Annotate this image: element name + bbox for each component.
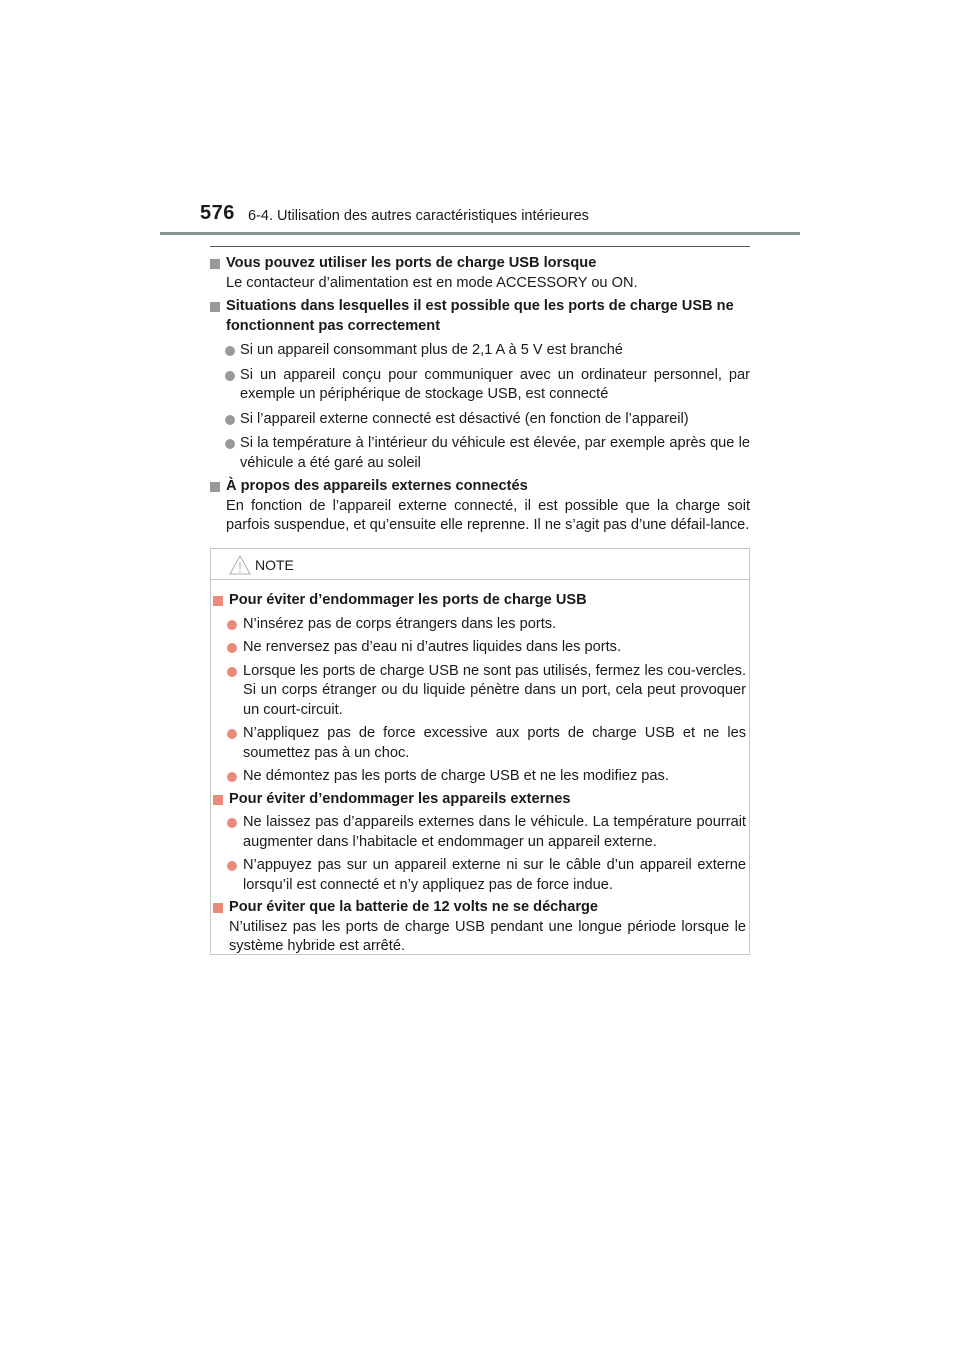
round-bullet-icon <box>227 861 237 871</box>
square-bullet-icon <box>213 903 223 913</box>
round-bullet-icon <box>225 371 235 381</box>
round-bullet-icon <box>227 772 237 782</box>
square-bullet-icon <box>213 795 223 805</box>
list-item: Si un appareil consommant plus de 2,1 A à 5 V est branché <box>210 341 750 361</box>
list-item: Si l’appareil externe connecté est désactivé (en fonction de l’appareil) <box>210 410 750 430</box>
round-bullet-icon <box>225 439 235 449</box>
round-bullet-icon <box>225 346 235 356</box>
list-item: Ne démontez pas les ports de charge USB et ne les modifiez pas. <box>211 767 746 787</box>
list-item: Lorsque les ports de charge USB ne sont pas utilisés, fermez les cou-vercles. Si un corps étranger ou du liquide pénètre dans un port, cela peut provoquer un court-circuit. <box>211 662 746 721</box>
page-number: 576 <box>200 202 235 224</box>
square-bullet-icon <box>213 596 223 606</box>
section-usb-malfunction <box>210 297 750 473</box>
list-item: Ne laissez pas d’appareils externes dans le véhicule. La température pourrait augmenter dans l’habitacle et endommager un appareil externe. <box>211 813 746 852</box>
main-content <box>210 254 750 540</box>
round-bullet-icon <box>227 643 237 653</box>
note-section-device-damage <box>211 790 746 896</box>
round-bullet-icon <box>227 620 237 630</box>
round-bullet-icon <box>225 415 235 425</box>
section-usb-usage <box>210 254 750 293</box>
section-heading: À propos des appareils externes connectés <box>210 477 750 497</box>
note-body <box>211 591 746 960</box>
list-item: Ne renversez pas d’eau ni d’autres liquides dans les ports. <box>211 638 746 658</box>
round-bullet-icon <box>227 667 237 677</box>
note-heading: Pour éviter d’endommager les appareils externes <box>211 790 746 810</box>
content-divider <box>210 246 750 247</box>
list-item: Si la température à l’intérieur du véhicule est élevée, par exemple après que le véhicule a été garé au soleil <box>210 434 750 473</box>
round-bullet-icon <box>227 818 237 828</box>
section-text: En fonction de l’appareil externe connecté, il est possible que la charge soit parfois suspendue, et qu’ensuite elle reprenne. Il ne s’agit pas d’une défail-lance. <box>226 497 750 533</box>
warning-triangle-icon <box>229 554 251 576</box>
note-section-battery <box>211 898 746 957</box>
square-bullet-icon <box>210 259 220 269</box>
note-heading: Pour éviter d’endommager les ports de charge USB <box>211 591 746 611</box>
note-label: NOTE <box>255 557 294 573</box>
section-text: Le contacteur d’alimentation est en mode ACCESSORY ou ON. <box>226 274 638 291</box>
list-item: N’appliquez pas de force excessive aux ports de charge USB et ne les soumettez pas à un choc. <box>211 724 746 763</box>
section-external-devices <box>210 477 750 536</box>
note-section-usb-damage <box>211 591 746 787</box>
header-divider <box>160 232 800 235</box>
note-header <box>211 549 749 580</box>
section-heading: Vous pouvez utiliser les ports de charge USB lorsque <box>210 254 750 274</box>
list-item: Si un appareil conçu pour communiquer avec un ordinateur personnel, par exemple un périphérique de stockage USB, est connecté <box>210 366 750 405</box>
square-bullet-icon <box>210 482 220 492</box>
section-title: 6-4. Utilisation des autres caractéristiques intérieures <box>248 208 589 224</box>
square-bullet-icon <box>210 302 220 312</box>
list-item: N’insérez pas de corps étrangers dans les ports. <box>211 615 746 635</box>
section-heading: Situations dans lesquelles il est possible que les ports de charge USB ne fonctionnent pas correctement <box>210 297 750 336</box>
note-box <box>210 548 750 955</box>
list-item: N’appuyez pas sur un appareil externe ni sur le câble d’un appareil externe lorsqu’il est connecté et n’y appliquez pas de force indue. <box>211 856 746 895</box>
round-bullet-icon <box>227 729 237 739</box>
note-text: N’utilisez pas les ports de charge USB pendant une longue période lorsque le système hybride est arrêté. <box>229 918 746 954</box>
note-heading: Pour éviter que la batterie de 12 volts ne se décharge <box>211 898 746 918</box>
page-header <box>0 0 960 240</box>
